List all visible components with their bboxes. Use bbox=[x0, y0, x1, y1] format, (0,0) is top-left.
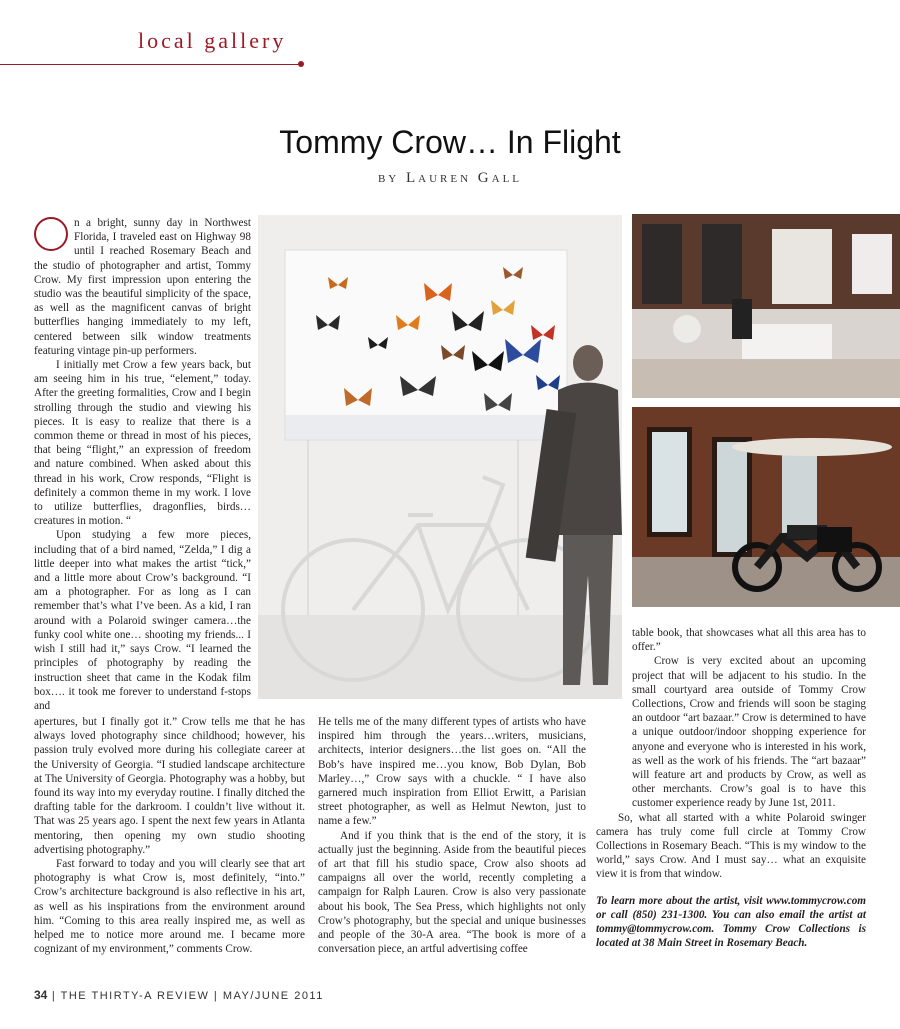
paragraph-3: Upon studying a few more pieces, including that of a bird named, “Zelda,” I dig a little deeper into what makes the artist “tick,” and a little more about Crow’s background. “I am a photographer. For as long as I can remember that’s what I’ve been. As a kid, I ran around with a Polaroid swinger camera…the funky cool white one… shooting my friends... I wish I still had it,” says Crow. “I learned the principles of photography by reading the instruction sheet that came in the Kodak film box…. it took me forever to understand f-stops and bbox=[34, 529, 251, 712]
column-1 bbox=[34, 216, 251, 713]
page-footer bbox=[34, 988, 324, 1002]
motorcycle-photo bbox=[632, 407, 900, 607]
paragraph-4: apertures, but I finally got it.” Crow tells me that he has always loved photography since childhood; however, his passion truly evolved more during his collegiate career at the University of Georgia. “I studied landscape architecture at The University of Georgia. Photography was a hobby, but found its way into my everyday routine. I finally ditched the drafting table for the darkroom. I couldn’t live without it. That was 25 years ago. I spent the next few years in Atlanta mentoring, then opening my own studio shooting advertising photography.” bbox=[34, 716, 305, 856]
motorcycle-illustration bbox=[632, 407, 900, 607]
paragraph-6: He tells me of the many different types of artists who have inspired him through the years…writers, musicians, architects, interior designers…the list goes on. “All the Bob’s have inspired me…you know, Bob Dylan, Bob Marley…,” Crow says with a chuckle. “ I have also garnered much inspiration from Elliot Erwitt, a Parisian street photographer, as well as Helmut Newton, just to name a few.” bbox=[318, 716, 586, 828]
header-rule bbox=[0, 64, 300, 65]
paragraph-7: And if you think that is the end of the story, it is actually just the beginning. Aside from the beautiful pieces of art that fill his studio space, Crow also shoots ad campaigns all over the world, recently completing a campaign for Ralph Lauren. Crow is also very passionate about his book, The Sea Press, which highlights not only Crow’s photography, but the special and unique businesses and people of the 30-A area. “The book is more of a conversation piece, an artful advertising coffee bbox=[318, 829, 586, 956]
paragraph-2: I initially met Crow a few years back, but am seeing him in his true, “element,” today. After the greeting formalities, Crow and I begin strolling through the studio and viewing his pieces. It is easy to realize that there is a common theme or thread in most of his pieces, that being “flight,” an expression of freedom and nature combined. When asked about this thread in his work, Crow responds, “Flight is definitely a common theme in my work. I love to utilize butterflies, dragonflies, birds…creatures in motion. “ bbox=[34, 359, 251, 528]
paragraph-10: So, what all started with a white Polaroid swinger camera has truly come full circle at Tommy Crow Collections in Rosemary Beach. “This is my window to the world,” says Crow. And I must say… what an exquisite view it is from that window. bbox=[596, 811, 866, 881]
footer-separator: | bbox=[51, 990, 57, 1002]
drop-cap-o bbox=[34, 217, 68, 251]
paragraph-1: n a bright, sunny day in Northwest Florida, I traveled east on Highway 98 until I reached Rosemary Beach and the studio of photographer and artist, Tommy Crow. My first impression upon entering the studio was the beautiful simplicity of the space, as well as the magnificent canvas of bright butterflies hanging immediately to my left, centered between silk window treatments featuring vintage pin-up performers. bbox=[34, 217, 251, 357]
byline bbox=[0, 170, 900, 187]
header-rule-dot bbox=[298, 61, 304, 67]
publication-name: THE THIRTY-A REVIEW bbox=[60, 990, 210, 1002]
paragraph-5: Fast forward to today and you will clearly see that art photography is what Crow is, most definitely, “into.” Crow’s architecture background is also reflective in his art, as well as his inspirations from the environment around him. “Coming to this area really inspired me, as well as helped me to notice more around me. I became more cognizant of my environment,” comments Crow. bbox=[34, 858, 305, 956]
paragraph-9: Crow is very excited about an upcoming project that will be adjacent to his studio. In the small courtyard area outside of Tommy Crow Collections, Crow and friends will soon be staging an outdoor “art bazaar.” Crow is determined to have a unique outdoor/indoor shopping experience for anyone and everyone who is interested in his work, as well as the work of his friends. The “art bazaar” will feature art and products by Crow, as well as other merchants. Crow’s goal is to have this customer experience ready by June 1st, 2011. bbox=[632, 655, 866, 810]
section-label: local gallery bbox=[138, 28, 287, 53]
page-number: 34 bbox=[34, 988, 48, 1002]
interior-illustration bbox=[632, 214, 900, 398]
gallery-interior-photo bbox=[632, 214, 900, 398]
byline-by: BY bbox=[377, 173, 400, 185]
article-title: Tommy Crow… In Flight bbox=[279, 124, 621, 160]
main-photo bbox=[258, 215, 622, 699]
paragraph-8: table book, that showcases what all this area has to offer.” bbox=[632, 627, 866, 654]
contact-info: To learn more about the artist, visit www.tommycrow.com or call (850) 231-1300. You can also email the artist at tommy@tommycrow.com. Tommy Crow Collections is located at 38 Main Street in Rosemary Beach. bbox=[596, 894, 866, 950]
footer-separator-2: | bbox=[213, 990, 219, 1002]
byline-author: Lauren Gall bbox=[406, 170, 523, 186]
issue-date: MAY/JUNE 2011 bbox=[222, 990, 324, 1002]
column-2 bbox=[318, 715, 586, 956]
column-1-lower bbox=[34, 715, 305, 956]
column-3 bbox=[596, 626, 866, 950]
studio-illustration bbox=[258, 215, 622, 699]
